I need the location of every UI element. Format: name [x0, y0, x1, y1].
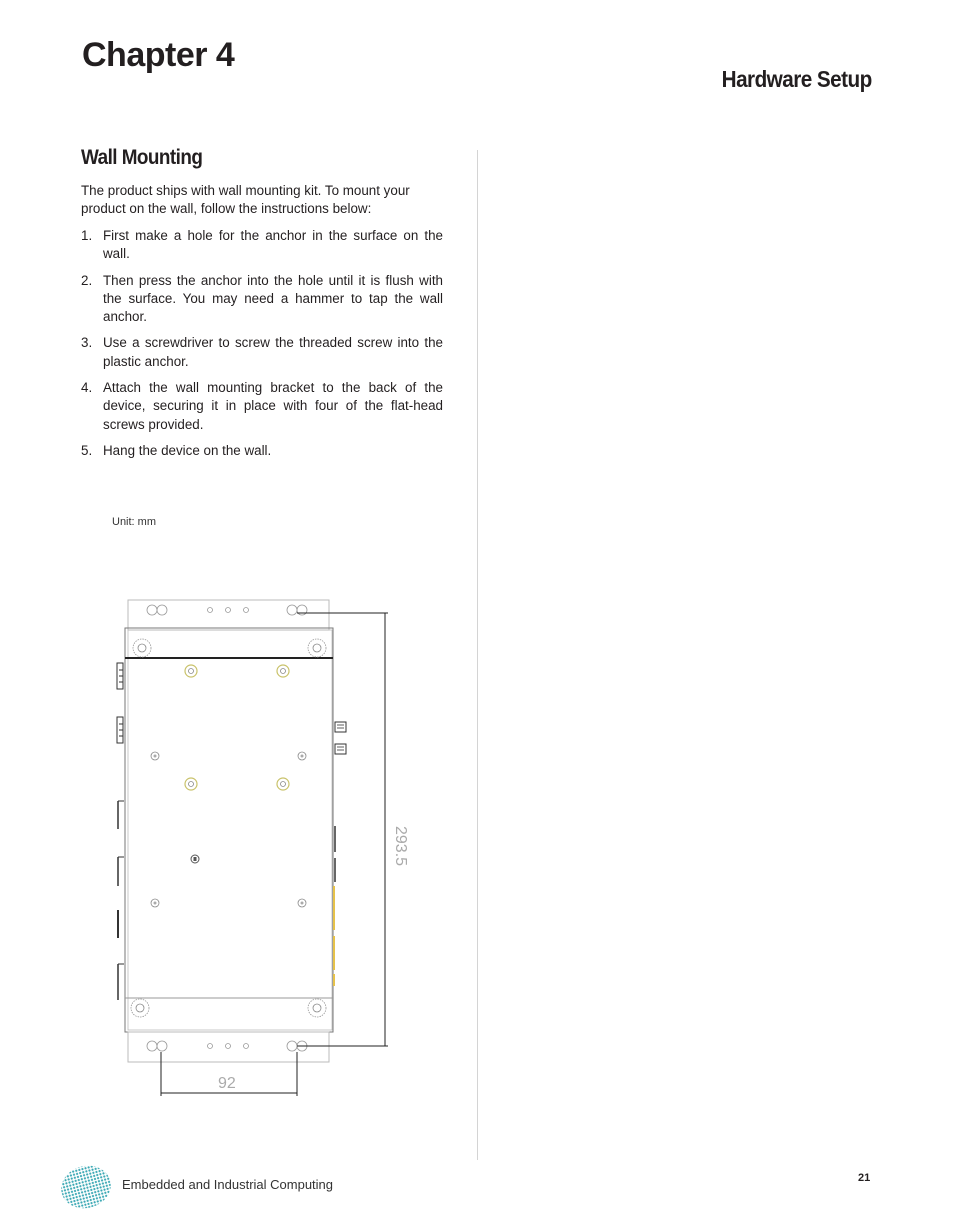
height-dimension-label: 293.5 — [392, 826, 409, 867]
step-text: Use a screwdriver to screw the threaded screw into the plastic anchor. — [103, 335, 443, 369]
instruction-list — [81, 227, 443, 468]
list-item — [81, 334, 443, 371]
step-number: 2. — [81, 272, 93, 288]
step-number: 4. — [81, 380, 93, 396]
step-number: 1. — [81, 228, 93, 243]
chapter-title: Chapter 4 — [82, 36, 235, 74]
footer-company: Embedded and Industrial Computing — [122, 1177, 334, 1192]
step-number: 5. — [81, 442, 93, 458]
list-item — [81, 227, 443, 264]
list-item — [81, 272, 443, 327]
page-number: 21 — [858, 1172, 871, 1184]
step-text: Then press the anchor into the hole until it is flush with the surface. You may need a hammer to tap the wall anchor. — [103, 272, 443, 325]
step-text: Attach the wall mounting bracket to the back of the device, securing it in place with four of the flat-head screws provided. — [103, 380, 443, 432]
width-dimension-label: 92 — [218, 1075, 236, 1092]
company-logo — [60, 1164, 114, 1212]
step-text: Hang the device on the wall. — [103, 442, 272, 458]
section-title: Wall Mounting — [81, 146, 203, 169]
unit-label: Unit: mm — [112, 516, 156, 528]
intro-paragraph: The product ships with wall mounting kit. To mount your product on the wall, follow the instructions below: — [81, 183, 410, 217]
list-item — [81, 379, 443, 434]
list-item — [81, 442, 443, 460]
wall-mount-drawing — [100, 590, 410, 1110]
column-divider — [477, 150, 478, 1160]
step-number: 3. — [81, 335, 93, 351]
section-header: Hardware Setup — [721, 66, 872, 92]
step-text: First make a hole for the anchor in the surface on the wall. — [103, 228, 443, 262]
